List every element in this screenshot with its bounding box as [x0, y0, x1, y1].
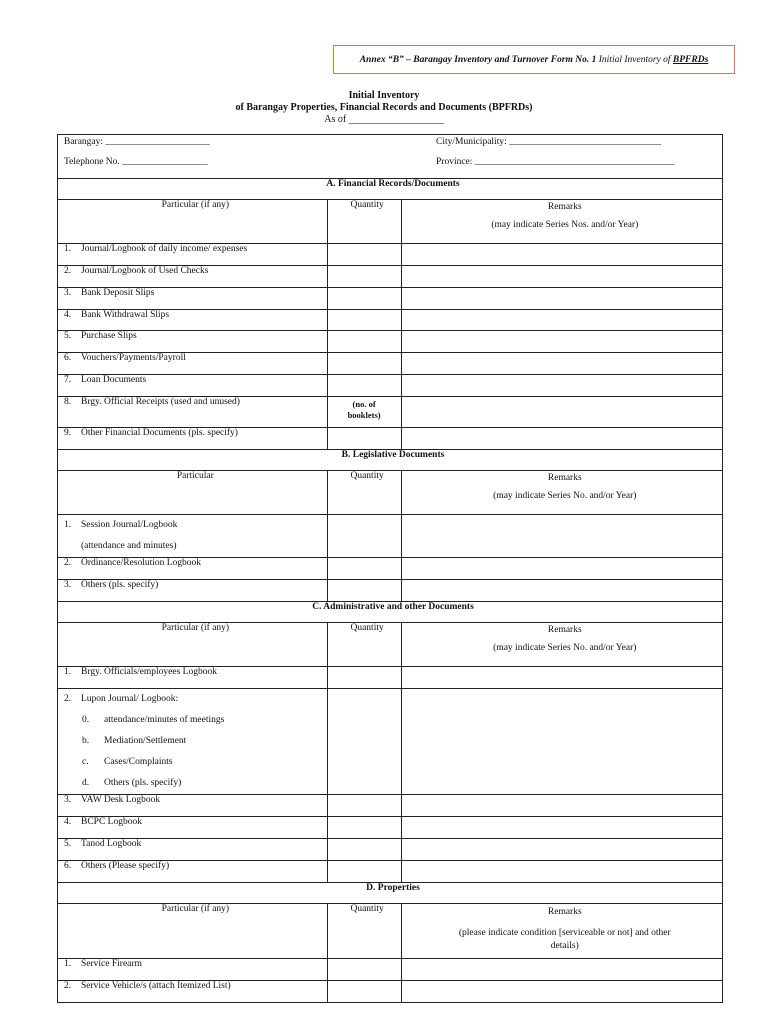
remarks-cell[interactable]: [401, 515, 722, 558]
annex-code: BPFRDs: [672, 54, 709, 65]
quantity-cell[interactable]: [327, 817, 401, 839]
annex-middle: Initial Inventory of: [596, 54, 673, 65]
remarks-cell[interactable]: [401, 667, 722, 689]
remarks-cell[interactable]: [401, 839, 722, 861]
col-particular: Particular (if any): [58, 200, 328, 244]
as-of-line: As of ___________________: [324, 114, 444, 125]
sub-item: b. Mediation/Settlement: [82, 736, 187, 746]
col-quantity: Quantity: [327, 623, 401, 667]
remarks-cell[interactable]: [401, 428, 722, 450]
remarks-cell[interactable]: [401, 817, 722, 839]
list-item: 5. Tanod Logbook: [58, 839, 328, 861]
list-item: 2. Lupon Journal/ Logbook: 0. attendance/minutes of meetings b. Mediation/Settlement c. Cases/Complaints d. Others (pls. specify): [58, 689, 328, 795]
remarks-cell[interactable]: [401, 397, 722, 428]
col-particular: Particular (if any): [58, 904, 328, 959]
list-item: 5. Purchase Slips: [58, 331, 328, 353]
remarks-cell[interactable]: [401, 981, 722, 1003]
list-item: 4. BCPC Logbook: [58, 817, 328, 839]
telephone-field[interactable]: Telephone No. __________________: [64, 157, 208, 167]
col-quantity: Quantity: [327, 471, 401, 515]
list-item: 1. Session Journal/Logbook (attendance and minutes): [58, 515, 328, 558]
remarks-cell[interactable]: [401, 689, 722, 795]
inventory-table: [57, 134, 723, 1003]
sub-item: c. Cases/Complaints: [82, 757, 173, 767]
list-item: 9. Other Financial Documents (pls. specify): [58, 428, 328, 450]
list-item: 6. Vouchers/Payments/Payroll: [58, 353, 328, 375]
list-item: 4. Bank Withdrawal Slips: [58, 310, 328, 331]
list-item: 1. Journal/Logbook of daily income/ expenses: [58, 244, 328, 266]
col-quantity: Quantity: [327, 200, 401, 244]
quantity-cell[interactable]: [327, 515, 401, 558]
quantity-cell[interactable]: [327, 861, 401, 883]
section-a-title: A. Financial Records/Documents: [58, 179, 723, 200]
col-particular: Particular (if any): [58, 623, 328, 667]
quantity-cell[interactable]: [327, 981, 401, 1003]
col-particular: Particular: [58, 471, 328, 515]
quantity-cell[interactable]: [327, 428, 401, 450]
info-block: [58, 135, 723, 179]
quantity-cell[interactable]: [327, 331, 401, 353]
col-remarks: Remarks (may indicate Series No. and/or Year): [401, 471, 722, 515]
col-quantity: Quantity: [327, 904, 401, 959]
section-c-title: C. Administrative and other Documents: [58, 602, 723, 623]
quantity-cell[interactable]: [327, 288, 401, 310]
list-item: 3. Bank Deposit Slips: [58, 288, 328, 310]
annex-label: [333, 45, 735, 74]
remarks-cell[interactable]: [401, 558, 722, 580]
remarks-cell[interactable]: [401, 288, 722, 310]
list-item: 1. Brgy. Officials/employees Logbook: [58, 667, 328, 689]
remarks-cell[interactable]: [401, 310, 722, 331]
section-b-title: B. Legislative Documents: [58, 450, 723, 471]
form-subtitle: of Barangay Properties, Financial Records and Documents (BPFRDs): [235, 102, 533, 113]
barangay-field[interactable]: Barangay: ______________________: [64, 137, 210, 147]
col-remarks: Remarks (please indicate condition [serviceable or not] and other details): [401, 904, 722, 959]
quantity-cell[interactable]: [327, 375, 401, 397]
quantity-cell[interactable]: [327, 667, 401, 689]
remarks-cell[interactable]: [401, 244, 722, 266]
list-item: 1. Service Firearm: [58, 959, 328, 981]
list-item: 3. VAW Desk Logbook: [58, 795, 328, 817]
list-item: 3. Others (pls. specify): [58, 580, 328, 602]
quantity-cell[interactable]: [327, 244, 401, 266]
quantity-cell[interactable]: [327, 353, 401, 375]
quantity-cell[interactable]: [327, 839, 401, 861]
quantity-cell[interactable]: [327, 689, 401, 795]
quantity-cell[interactable]: [327, 558, 401, 580]
sub-item: d. Others (pls. specify): [82, 778, 182, 788]
province-field[interactable]: Province: __________________________________________: [436, 157, 675, 167]
remarks-cell[interactable]: [401, 266, 722, 288]
col-remarks: Remarks (may indicate Series Nos. and/or Year): [401, 200, 722, 244]
list-item: 2. Service Vehicle/s (attach Itemized List): [58, 981, 328, 1003]
sub-item: 0. attendance/minutes of meetings: [82, 715, 225, 725]
list-item: 8. Brgy. Official Receipts (used and unused): [58, 397, 328, 428]
quantity-cell[interactable]: (no. of booklets): [327, 397, 401, 428]
remarks-cell[interactable]: [401, 353, 722, 375]
col-remarks: Remarks (may indicate Series No. and/or Year): [401, 623, 722, 667]
list-item: 7. Loan Documents: [58, 375, 328, 397]
quantity-cell[interactable]: [327, 795, 401, 817]
remarks-cell[interactable]: [401, 375, 722, 397]
quantity-cell[interactable]: [327, 580, 401, 602]
annex-prefix: Annex “B” – Barangay Inventory and Turnover Form No. 1: [359, 54, 597, 65]
remarks-cell[interactable]: [401, 580, 722, 602]
city-field[interactable]: City/Municipality: ________________________________: [436, 137, 662, 147]
quantity-cell[interactable]: [327, 310, 401, 331]
form-title: Initial Inventory: [348, 90, 420, 101]
remarks-cell[interactable]: [401, 959, 722, 981]
remarks-cell[interactable]: [401, 861, 722, 883]
remarks-cell[interactable]: [401, 331, 722, 353]
list-item: 2. Journal/Logbook of Used Checks: [58, 266, 328, 288]
list-item: 2. Ordinance/Resolution Logbook: [58, 558, 328, 580]
quantity-cell[interactable]: [327, 266, 401, 288]
remarks-cell[interactable]: [401, 795, 722, 817]
quantity-cell[interactable]: [327, 959, 401, 981]
section-d-title: D. Properties: [58, 883, 723, 904]
list-item: 6. Others (Please specify): [58, 861, 328, 883]
